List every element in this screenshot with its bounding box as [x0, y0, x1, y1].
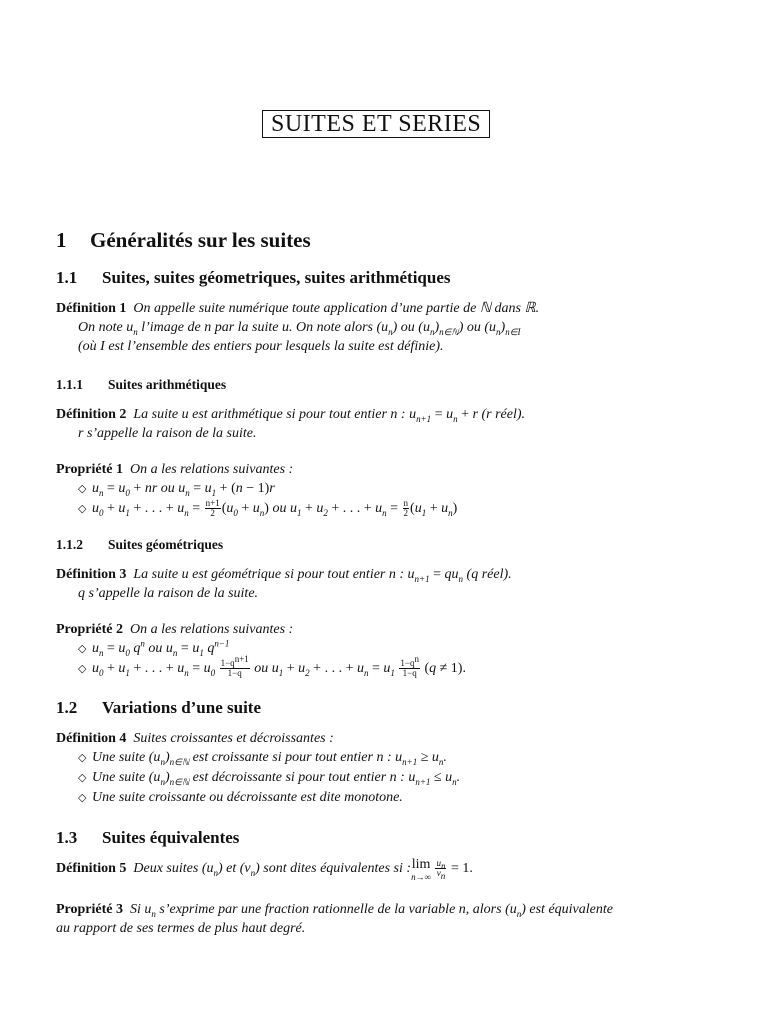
definition-label: Définition 4 — [56, 731, 127, 746]
text-fragment: s’exprime par une fraction rationnelle de la variable n, alors (u — [155, 902, 517, 917]
section-title: Suites, suites géometriques, suites arithmétiques — [102, 268, 451, 287]
list-item: ◇ $u_n = u_0$ $q^n$ ou $u_n = u_1$ $q^{n-1}$ — [78, 638, 230, 658]
text-fragment: ) et (v — [217, 861, 251, 876]
property-3: Propriété 3 Si $u_n$ s’exprime par une fraction rationnelle de la variable n, alors $(u_n)$ est équivalente au rapport de ses termes de plus haut degré. — [56, 900, 716, 938]
definition-label: Définition 3 — [56, 567, 127, 582]
definition-2: Définition 2 La suite u est arithmétique si pour tout entier n : $u_{n+1} = u_n + r$ (r réel). r s’appelle la raison de la suite. — [56, 405, 716, 443]
list-item: ◇ $u_0 + u_1$ + . . . + $u_n$ = $\frac{n+1}{2}$ $(u_0 + u_n)$ ou $u_1 + u_2$ + . . . + $u_n$ = $\frac{n}{2}$ $(u_1 + u_n)$ — [78, 498, 458, 519]
section-1-heading — [56, 228, 311, 253]
section-number: 1 — [56, 228, 67, 252]
property-label: Propriété 3 — [56, 902, 123, 917]
section-1-3-heading — [56, 828, 239, 848]
definition-text-line: q s’appelle la raison de la suite. — [78, 586, 259, 601]
text-fragment: est décroissante si pour tout entier n : — [189, 770, 405, 785]
property-label: Propriété 1 — [56, 462, 123, 477]
text-fragment: Deux suites (u — [133, 861, 214, 876]
list-item: ◇ Une suite $(u_n)_{n\in ℕ}$ est croissante si pour tout entier n : $u_{n+1} \ge u_n$. — [78, 750, 447, 767]
definition-label: Définition 5 — [56, 861, 127, 876]
text-fragment: ) est équivalente — [521, 902, 613, 917]
definition-text: La suite u est arithmétique si pour tout entier n : — [133, 407, 406, 422]
text-fragment: (q réel). — [466, 567, 512, 582]
section-number: 1.1.1 — [56, 377, 83, 392]
property-2 — [56, 620, 716, 679]
text-fragment: On note u — [78, 320, 134, 335]
definition-text-line: r s’appelle la raison de la suite. — [78, 426, 257, 441]
section-1-1-1-heading — [56, 377, 226, 393]
section-1-1-heading — [56, 268, 450, 288]
property-text-line: au rapport de ses termes de plus haut degré. — [56, 921, 306, 936]
definition-4 — [56, 729, 716, 808]
text-fragment: ) ou (u — [392, 320, 430, 335]
list-item: ◇ Une suite $(u_n)_{n\in ℕ}$ est décroissante si pour tout entier n : $u_{n+1} \le u_n$. — [78, 770, 461, 787]
section-title: Suites arithmétiques — [108, 377, 227, 392]
property-label: Propriété 2 — [56, 622, 123, 637]
section-title: Variations d’une suite — [102, 698, 262, 717]
section-title: Généralités sur les suites — [90, 228, 311, 252]
document-title: SUITES ET SERIES — [262, 110, 490, 138]
definition-text-line: On note $u_n$ l’image de n par la suite u. On note alors $(u_n)$ ou $(u_n)_{n\in ℕ}$) ou $(u_n)_{n\in I}$ — [78, 320, 521, 337]
section-number: 1.1.2 — [56, 537, 83, 552]
list-item: ◇ $u_0 + u_1$ + . . . + $u_n = u_0$ $\frac{1-q^{n+1}}{1-q}$ ou $u_1 + u_2$ + . . . + $u_n = u_1$ $\frac{1-q^n}{1-q}$ (q ≠ 1). — [78, 654, 466, 679]
section-number: 1.1 — [56, 268, 78, 287]
text-fragment: Une suite (u — [92, 770, 161, 785]
definition-1 — [56, 299, 716, 356]
definition-text: Suites croissantes et décroissantes : — [133, 731, 334, 746]
section-1-2-heading — [56, 698, 261, 718]
text-fragment: Une suite croissante ou décroissante est dite monotone. — [92, 790, 403, 805]
definition-3: Définition 3 La suite u est géométrique si pour tout entier n : $u_{n+1} = qu_n$ (q réel). q s’appelle la raison de la suite. — [56, 565, 716, 603]
section-number: 1.2 — [56, 698, 78, 717]
definition-text: La suite u est géométrique si pour tout entier n : — [133, 567, 405, 582]
list-item: ◇ $u_n = u_0$ + nr ou $u_n = u_1 + (n - 1)r$ — [78, 481, 275, 498]
text-fragment: (r réel). — [481, 407, 525, 422]
text-fragment: ) sont dites équivalentes si : — [255, 861, 412, 876]
text-fragment: ) ou (u — [458, 320, 497, 335]
text-fragment: Si u — [130, 902, 152, 917]
property-text: On a les relations suivantes : — [130, 622, 294, 637]
definition-text-line: (où I est l’ensemble des entiers pour lesquels la suite est définie). — [78, 339, 444, 354]
definition-label: Définition 2 — [56, 407, 127, 422]
property-1 — [56, 460, 716, 519]
list-item: ◇ Une suite croissante ou décroissante est dite monotone. — [78, 790, 403, 805]
property-text: On a les relations suivantes : — [130, 462, 294, 477]
text-fragment: est croissante si pour tout entier n : — [189, 750, 392, 765]
section-title: Suites géométriques — [108, 537, 224, 552]
text-fragment: l’image de n par la suite u. On note alors (u — [137, 320, 389, 335]
text-fragment: Une suite (u — [92, 750, 161, 765]
definition-text: On appelle suite numérique toute application d’une partie de ℕ dans ℝ. — [133, 301, 540, 316]
section-1-1-2-heading — [56, 537, 223, 553]
section-title: Suites équivalentes — [102, 828, 240, 847]
limit-expression: lim n→∞ — [411, 857, 431, 882]
definition-label: Définition 1 — [56, 301, 127, 316]
definition-5: Définition 5 Deux suites $(u_n)$ et $(v_n)$ sont dites équivalentes si :lim n→∞ $\frac{u_n}{v_n}$ = 1. — [56, 857, 473, 882]
section-number: 1.3 — [56, 828, 78, 847]
